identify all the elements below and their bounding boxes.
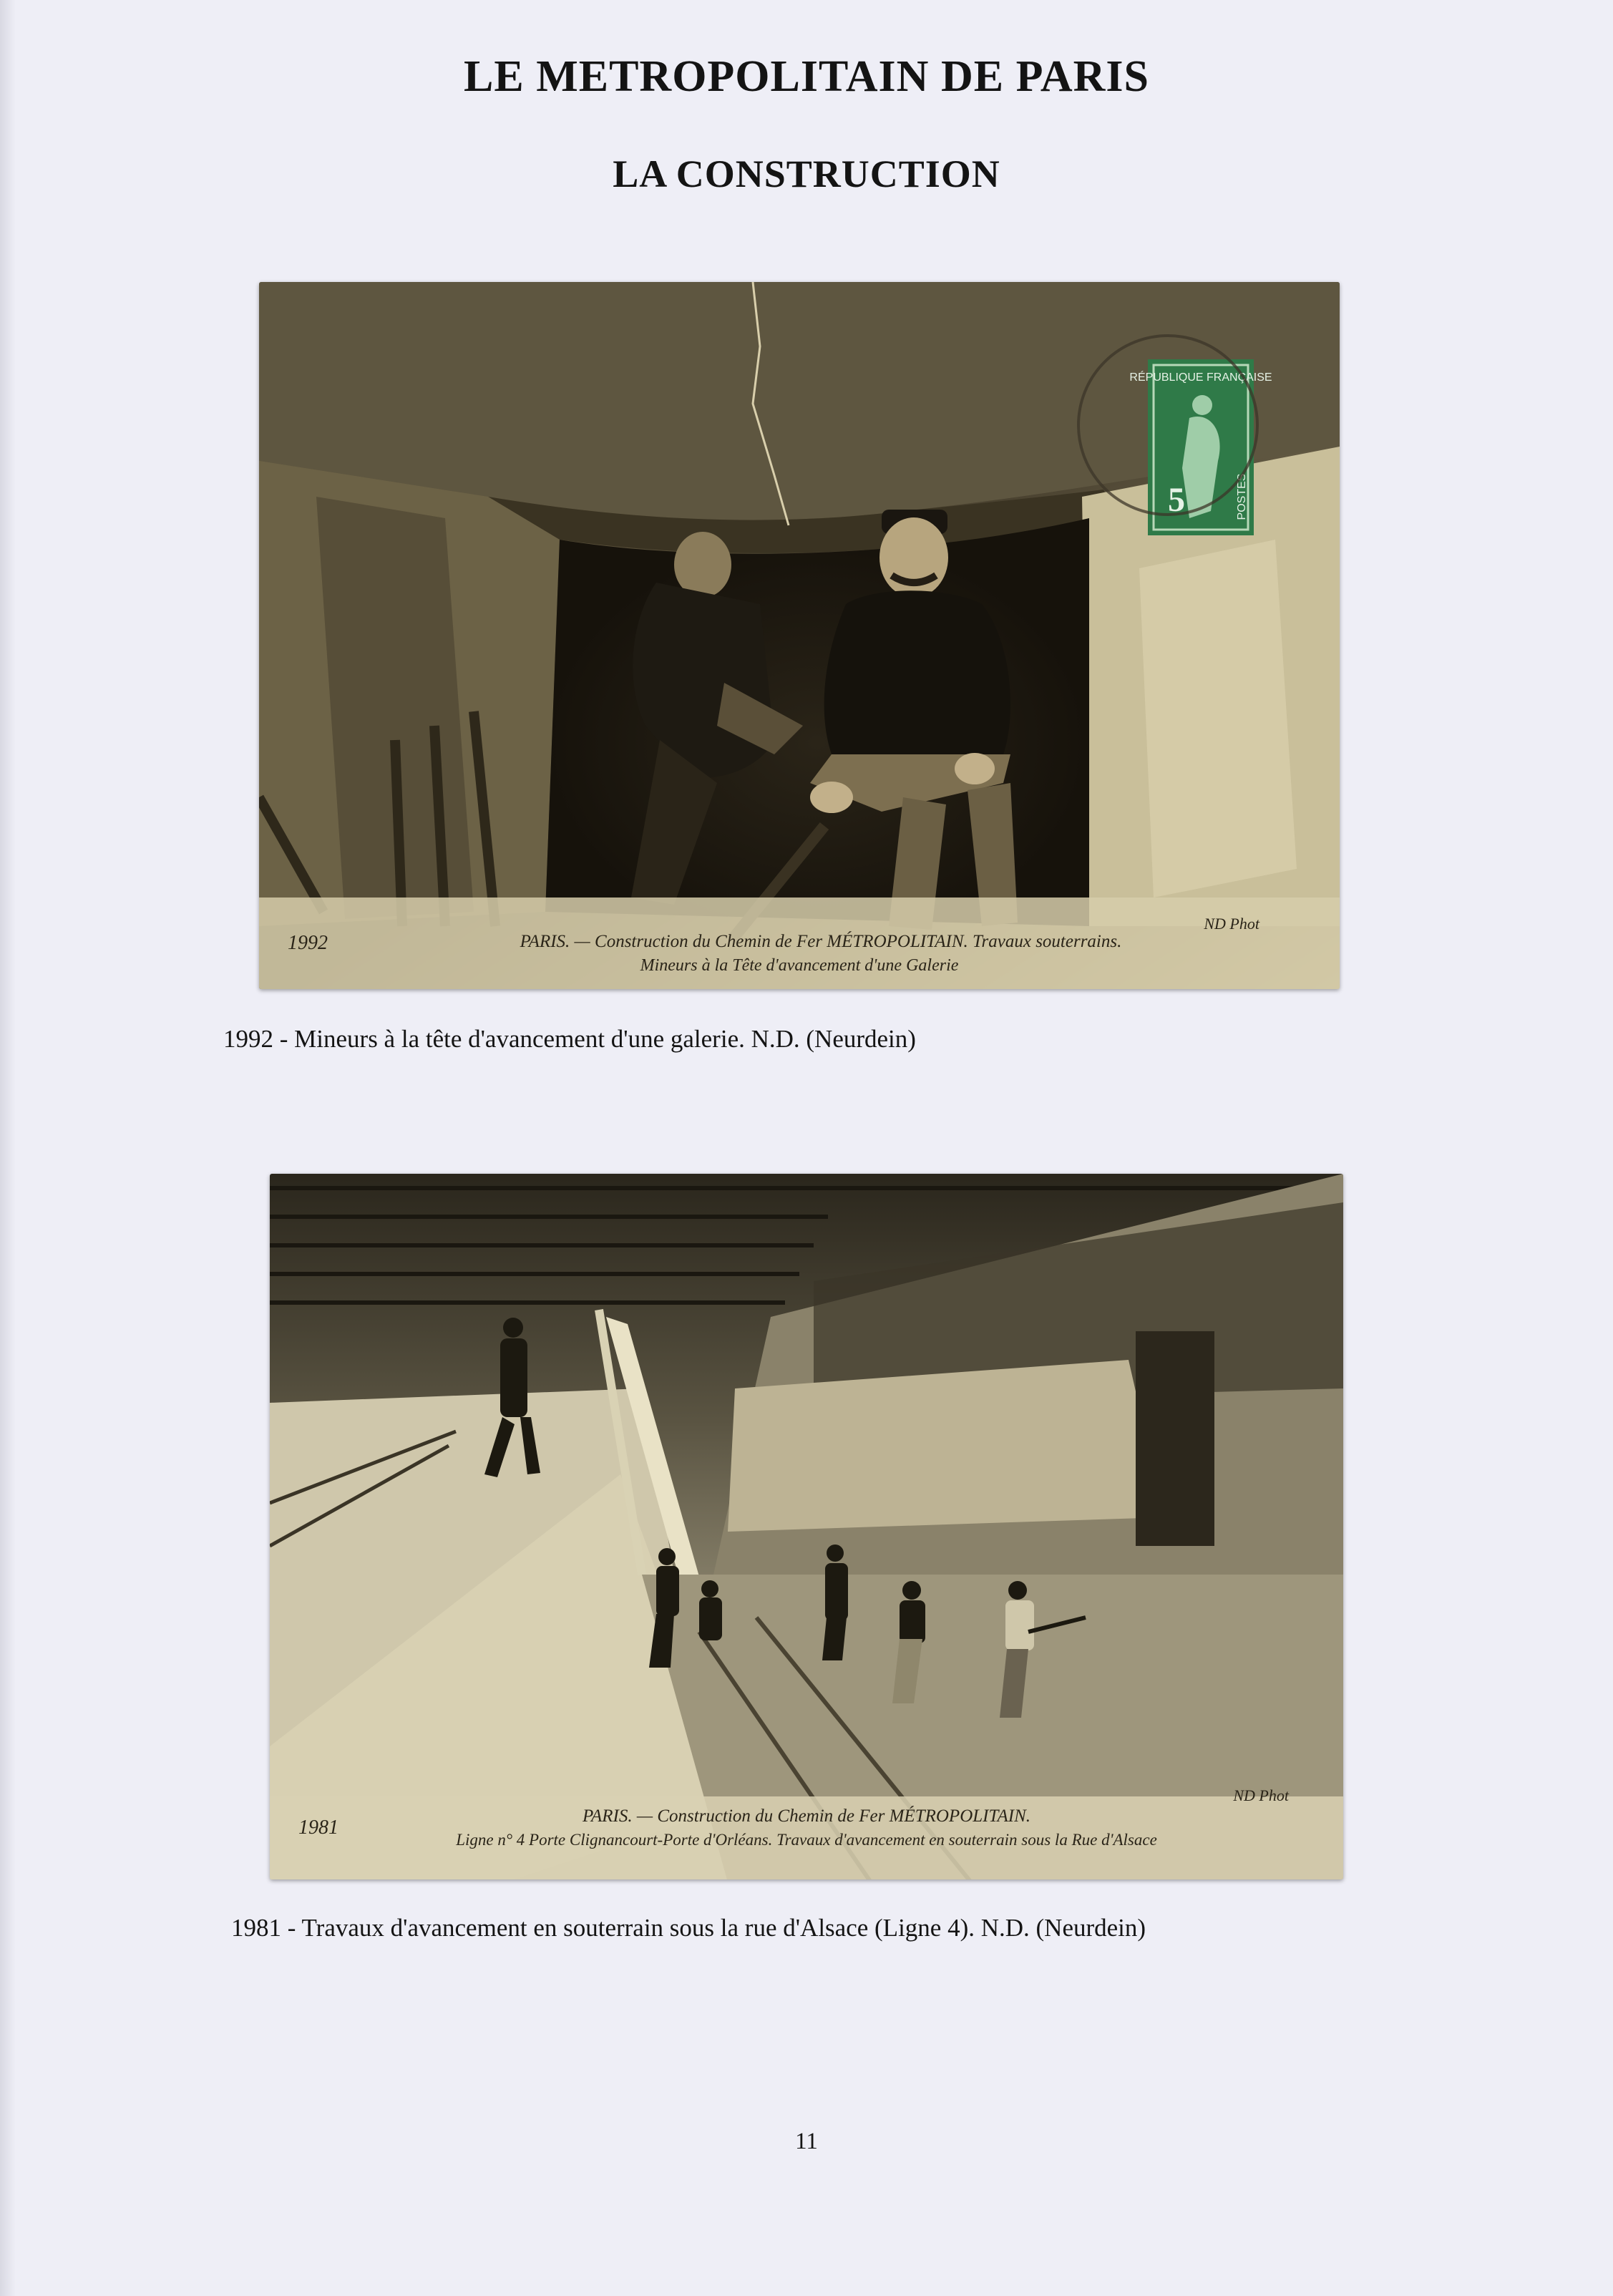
postcard-number: 1992: [288, 932, 328, 954]
postcard-publisher: ND Phot: [1233, 1786, 1289, 1804]
page-number: 11: [795, 2129, 818, 2154]
postcard-miners-gallery: [259, 282, 1340, 989]
postcard-publisher: ND Phot: [1204, 915, 1259, 933]
postcard-photo-miners: [259, 282, 1340, 989]
postcard-caption-line2: Ligne n° 4 Porte Clignancourt-Porte d'Orléans. Travaux d'avancement en souterrain sous la Rue d'Alsace: [456, 1831, 1157, 1849]
postcard-number: 1981: [298, 1816, 338, 1839]
postcard-caption-line1: PARIS. — Construction du Chemin de Fer MÉTROPOLITAIN.: [582, 1806, 1031, 1826]
postcard-caption-line1: PARIS. — Construction du Chemin de Fer MÉTROPOLITAIN. Travaux souterrains.: [520, 932, 1122, 951]
page-edge-shadow: [0, 0, 16, 2296]
postcard-photo-tunnel-works: [270, 1174, 1343, 1879]
page-subtitle: LA CONSTRUCTION: [613, 152, 1000, 195]
caption-postcard-1992: 1992 - Mineurs à la tête d'avancement d'une galerie. N.D. (Neurdein): [223, 1025, 916, 1053]
postcard-rue-alsace-tunnel: [270, 1174, 1343, 1879]
postcard-caption-line2: Mineurs à la Tête d'avancement d'une Galerie: [640, 956, 959, 975]
page-title: LE METROPOLITAIN DE PARIS: [464, 52, 1149, 101]
stamp-value: 5: [1168, 481, 1185, 519]
stamp-postes: POSTES: [1236, 473, 1248, 520]
stamp-country: RÉPUBLIQUE FRANÇAISE: [1129, 371, 1272, 384]
caption-postcard-1981: 1981 - Travaux d'avancement en souterrain sous la rue d'Alsace (Ligne 4). N.D. (Neurdein): [231, 1914, 1146, 1942]
